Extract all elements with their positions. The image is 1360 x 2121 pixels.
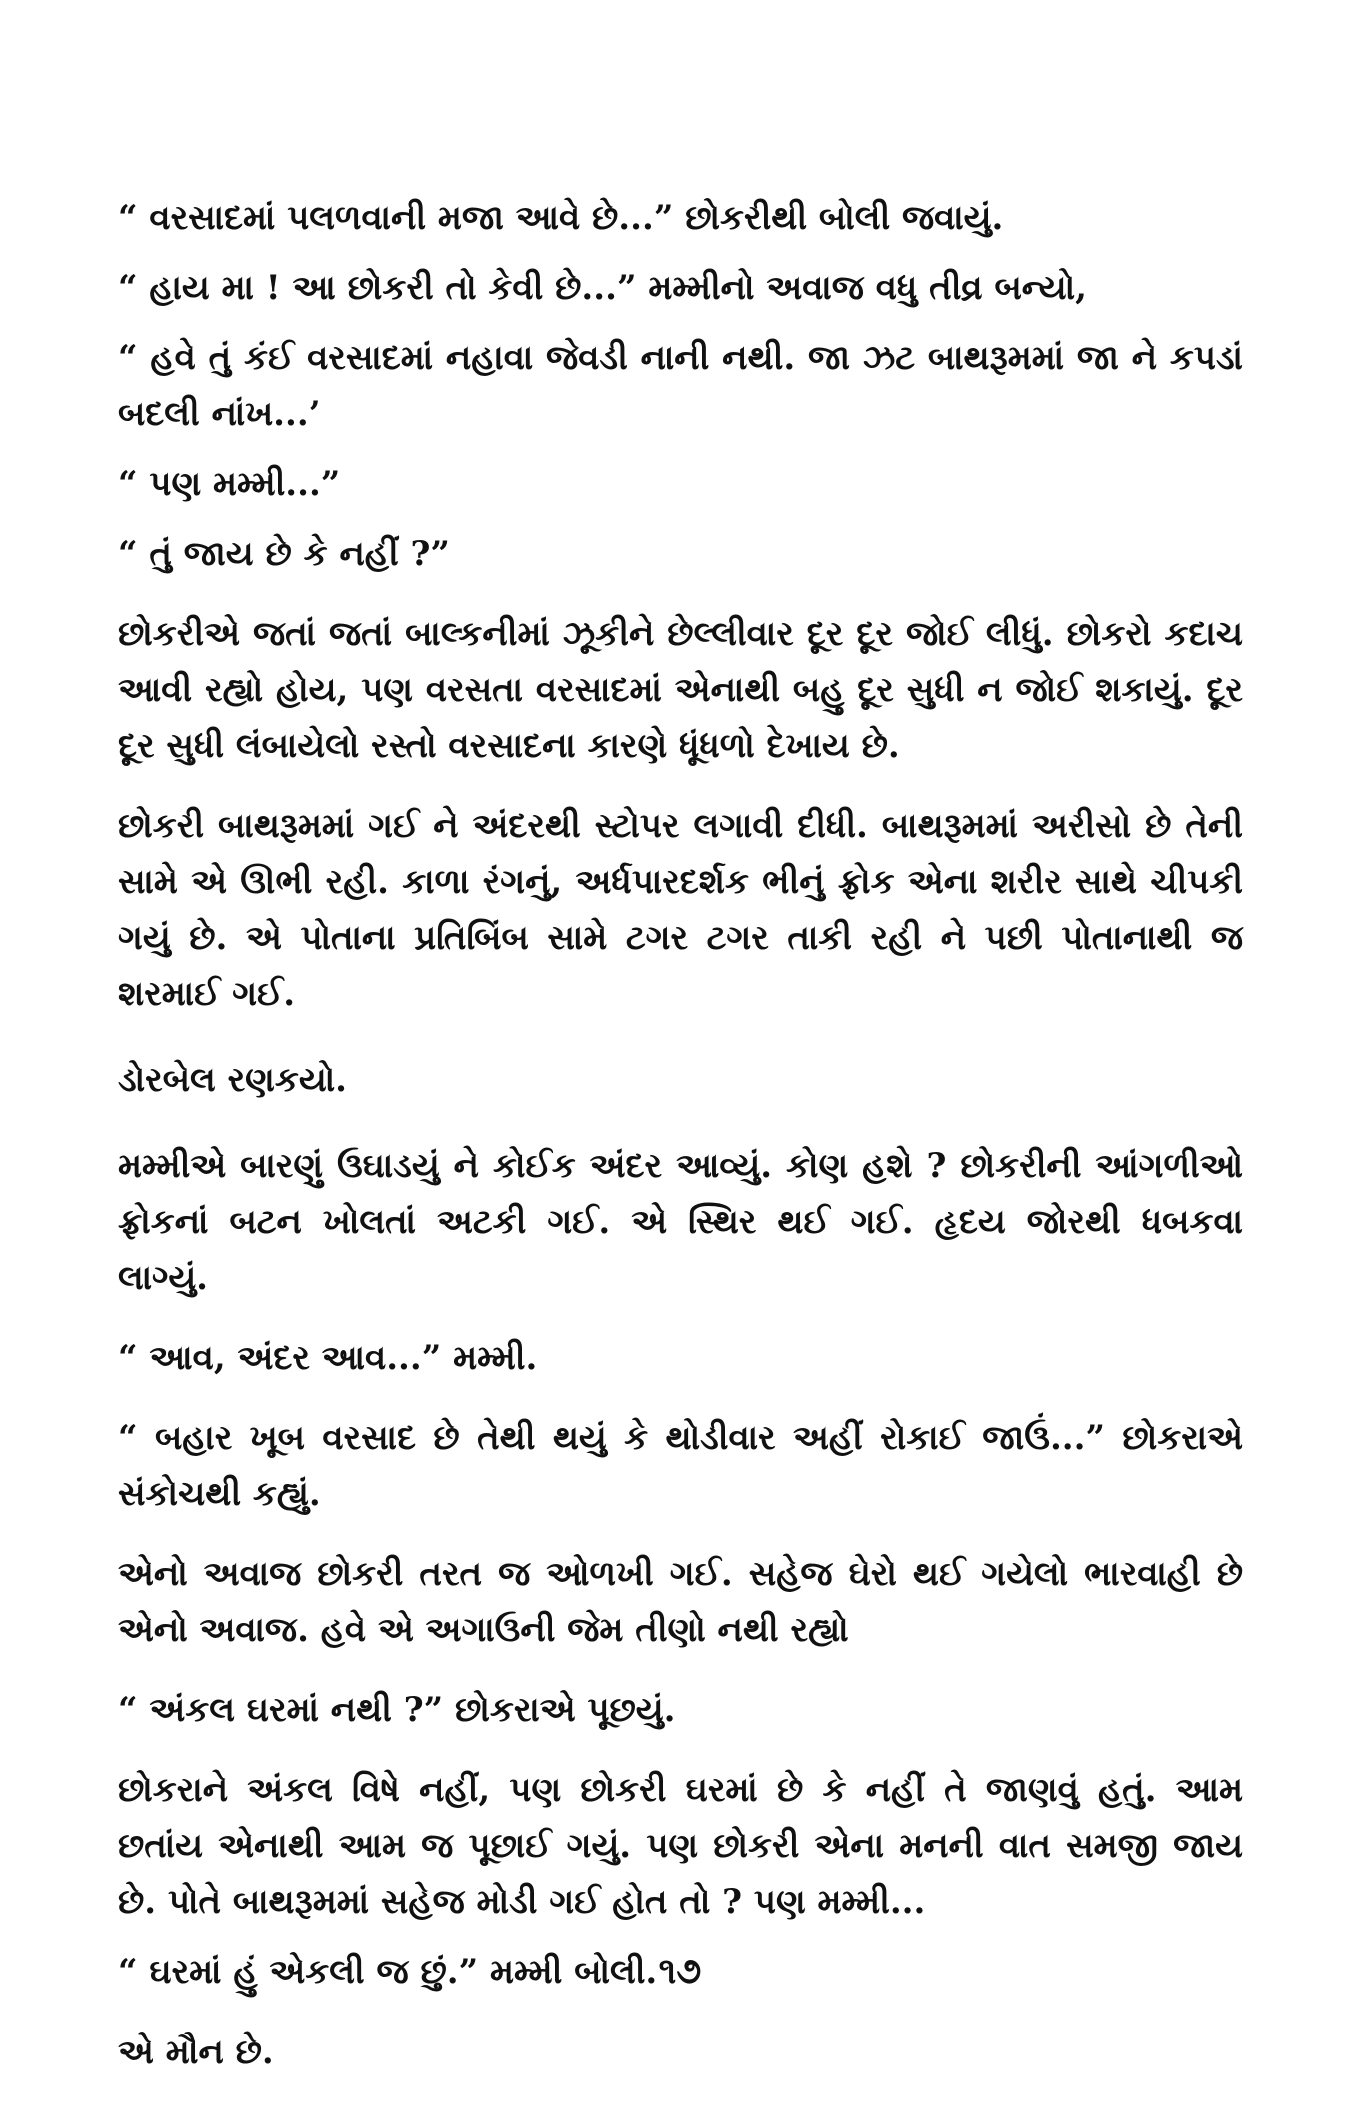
page-number: ૧૭: [658, 1950, 702, 1992]
page-body: [118, 190, 1243, 2080]
paragraph-13: “ અંકલ ઘરમાં નથી ?” છોકરાએ પૂછયું.: [118, 1690, 676, 1730]
paragraph-15: “ ઘરમાં હું એકલી જ છું.” મમ્મી બોલી.: [118, 1952, 658, 1992]
paragraph-4: “ પણ મમ્મી...”: [118, 464, 341, 504]
paragraph-7: છોકરી બાથરૂમમાં ગઈ ને અંદરથી સ્ટોપર લગાવી દીધી. બાથરૂમમાં અરીસો છે તેની સામે એ ઊભી રહી. કાળા રંગનું, અર્ધપારદર્શક ભીનું ફ્રોક એના શરીર સાથે ચીપકી ગયું છે. એ પોતાના પ્રતિબિંબ સામે ટગર ટગર તાકી રહી ને પછી પોતાનાથી જ શરમાઈ ગઈ.: [118, 806, 1243, 1014]
paragraph-12: એનો અવાજ છોકરી તરત જ ઓળખી ગઈ. સહેજ ઘેરો થઈ ગયેલો ભારવાહી છે એનો અવાજ. હવે એ અગાઉની જેમ તીણો નથી રહ્યો: [118, 1554, 1243, 1650]
paragraph-9: મમ્મીએ બારણું ઉઘાડયું ને કોઈક અંદર આવ્યું. કોણ હશે ? છોકરીની આંગળીઓ ફ્રોકનાં બટન ખોલતાં અટકી ગઈ. એ સ્થિર થઈ ગઈ. હૃદય જોરથી ધબકવા લાગ્યું.: [118, 1146, 1243, 1298]
paragraph-8: ડોરબેલ રણકયો.: [118, 1060, 347, 1100]
paragraph-1: “ વરસાદમાં પલળવાની મજા આવે છે...” છોકરીથી બોલી જવાયું.: [118, 198, 1004, 238]
paragraph-10: “ આવ, અંદર આવ...” મમ્મી.: [118, 1338, 538, 1378]
paragraph-14: છોકરાને અંકલ વિષે નહીં, પણ છોકરી ઘરમાં છે કે નહીં તે જાણવું હતું. આમ છતાંય એનાથી આમ જ પૂછાઈ ગયું. પણ છોકરી એના મનની વાત સમજી જાય છે. પોતે બાથરૂમમાં સહેજ મોડી ગઈ હોત તો ? પણ મમ્મી...: [118, 1770, 1243, 1922]
paragraph-6: છોકરીએ જતાં જતાં બાલ્કનીમાં ઝૂકીને છેલ્લીવાર દૂર દૂર જોઈ લીધું. છોકરો કદાચ આવી રહ્યો હોય, પણ વરસતા વરસાદમાં એનાથી બહુ દૂર સુધી ન જોઈ શકાયું. દૂર દૂર સુધી લંબાયેલો રસ્તો વરસાદના કારણે ધૂંધળો દેખાય છે.: [118, 614, 1243, 766]
paragraph-2: “ હાય મા ! આ છોકરી તો કેવી છે...” મમ્મીનો અવાજ વધુ તીવ્ર બન્યો,: [118, 268, 1087, 308]
paragraph-16: એ મૌન છે.: [118, 2032, 274, 2072]
paragraph-11: “ બહાર ખૂબ વરસાદ છે તેથી થયું કે થોડીવાર અહીં રોકાઈ જાઉં...” છોકરાએ સંકોચથી કહ્યું.: [118, 1418, 1243, 1514]
paragraph-5: “ તું જાય છે કે નહીં ?”: [118, 534, 450, 574]
paragraph-3: “ હવે તું કંઈ વરસાદમાં નહાવા જેવડી નાની નથી. જા ઝટ બાથરૂમમાં જા ને કપડાં બદલી નાંખ...’: [118, 338, 1243, 434]
